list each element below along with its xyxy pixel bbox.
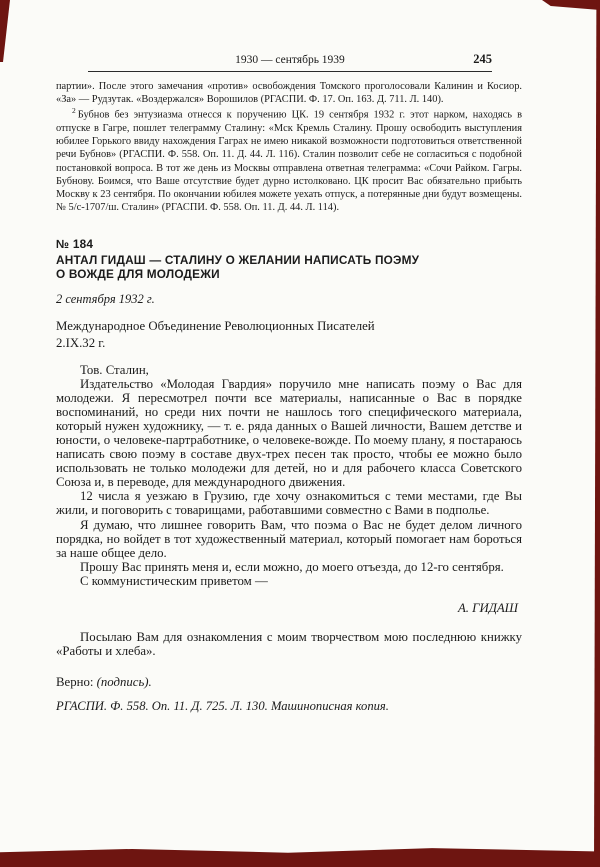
- verification-label: Верно:: [56, 675, 94, 689]
- letterhead-organization: Международное Объединение Революционных Писателей: [56, 318, 375, 333]
- letter-closing: С коммунистическим приветом —: [80, 573, 268, 588]
- document-number: № 184: [56, 236, 94, 251]
- letter-paragraph-4: Прошу Вас принять меня и, если можно, до моего отъезда, до 12-го сентября.: [80, 559, 504, 574]
- document-title: [56, 253, 522, 281]
- postscript: Посылаю Вам для ознакомления с моим творчеством мою последнюю книжку «Работы и хлеба».: [56, 629, 522, 658]
- signature: А. ГИДАШ: [457, 600, 518, 615]
- letter-paragraph-3: Я думаю, что лишнее говорить Вам, что поэма о Вас не будет делом личного порядка, но войдет в тот художественный материал, который помогает нам бороться за наше общее дело.: [56, 517, 522, 560]
- verification-line: [56, 675, 522, 689]
- footnote-2: [56, 106, 522, 214]
- document-title-line2: О ВОЖДЕ ДЛЯ МОЛОДЕЖИ: [56, 266, 220, 281]
- running-header: [88, 54, 492, 72]
- document-184: [56, 237, 522, 714]
- letterhead-date: 2.IX.32 г.: [56, 335, 106, 350]
- scan-edge-top-right: [542, 0, 600, 10]
- salutation: Тов. Сталин,: [80, 362, 149, 377]
- scan-edge-bottom: [0, 846, 600, 867]
- document-title-line1: АНТАЛ ГИДАШ — СТАЛИНУ О ЖЕЛАНИИ НАПИСАТЬ ПОЭМУ: [56, 252, 420, 267]
- document-date: 2 сентября 1932 г.: [56, 291, 155, 306]
- letter-paragraph-1: Издательство «Молодая Гвардия» поручило мне написать поэму о Вас для молодежи. Я пересмотрел почти все материалы, написанные о Вас в порядке воспоминаний, но среди них почти не нашлось того специфического материала, который нужен художнику, — т. е. ряда данных о Вашей личности, Вашем детстве и юности, о человеке-партработнике, о человеке-вожде. По моему плану, я постараюсь написать свою поэму в составе двух-трех песен так просто, чтобы ее можно было использовать не только молодежи для детей, но и для рабочего класса Советского Союза и, в переводе, для международного движения.: [56, 376, 522, 490]
- footnote-2-text: Бубнов без энтузиазма отнесся к поручению ЦК. 19 сентября 1932 г. этот нарком, находясь в отпуске в Гагре, пошлет телеграмму Сталину: «Мск Кремль Сталину. Прошу освободить выступления юбилее Горького ввиду нахождения Гаграх не имею никакой возможности подготовиться ответственной речи Бубнов» (РГАСПИ. Ф. 558. Оп. 11. Д. 44. Л. 116). Сталин позволит себе не согласиться с подобной постановкой вопроса. В тот же день из Москвы отправлена ответная телеграмма: «Сочи Райком. Гагры. Бубнову. Боимся, что Ваше отсутствие будет дурно истолковано. ЦК просит Вас обязательно прибыть Москву к 23 сентября. По окончании юбилея можете уехать отпуск, а потерянные дни будут возмещены. № 5/с-1707/ш. Сталин» (РГАСПИ. Ф. 558. Оп. 11. Д. 44. Л. 114).: [56, 109, 522, 214]
- footnote-continuation: партии». После этого замечания «против» освобождения Томского проголосовали Калинин и Косиор. «За» — Рудзутак. «Воздержался» Ворошилов (РГАСПИ. Ф. 17. Оп. 163. Д. 711. Л. 140).: [56, 81, 522, 106]
- archive-reference: РГАСПИ. Ф. 558. Оп. 11. Д. 725. Л. 130. Машинописная копия.: [56, 699, 389, 714]
- letter-body: [56, 363, 522, 714]
- footnotes-section: [56, 80, 522, 215]
- letter-paragraph-2: 12 числа я уезжаю в Грузию, где хочу ознакомиться с теми местами, где Вы жили, и поговорить с товарищами, работавшими совместно с Вами в подполье.: [56, 489, 522, 518]
- page-content: [56, 54, 522, 714]
- scan-edge-left-top: [0, 0, 10, 62]
- page-number: 245: [473, 52, 492, 66]
- footnote-2-marker: 2: [72, 106, 76, 116]
- running-title: 1930 — сентябрь 1939: [235, 54, 345, 66]
- scan-edge-right: [594, 0, 600, 867]
- verification-signature-note: (подпись).: [96, 675, 152, 689]
